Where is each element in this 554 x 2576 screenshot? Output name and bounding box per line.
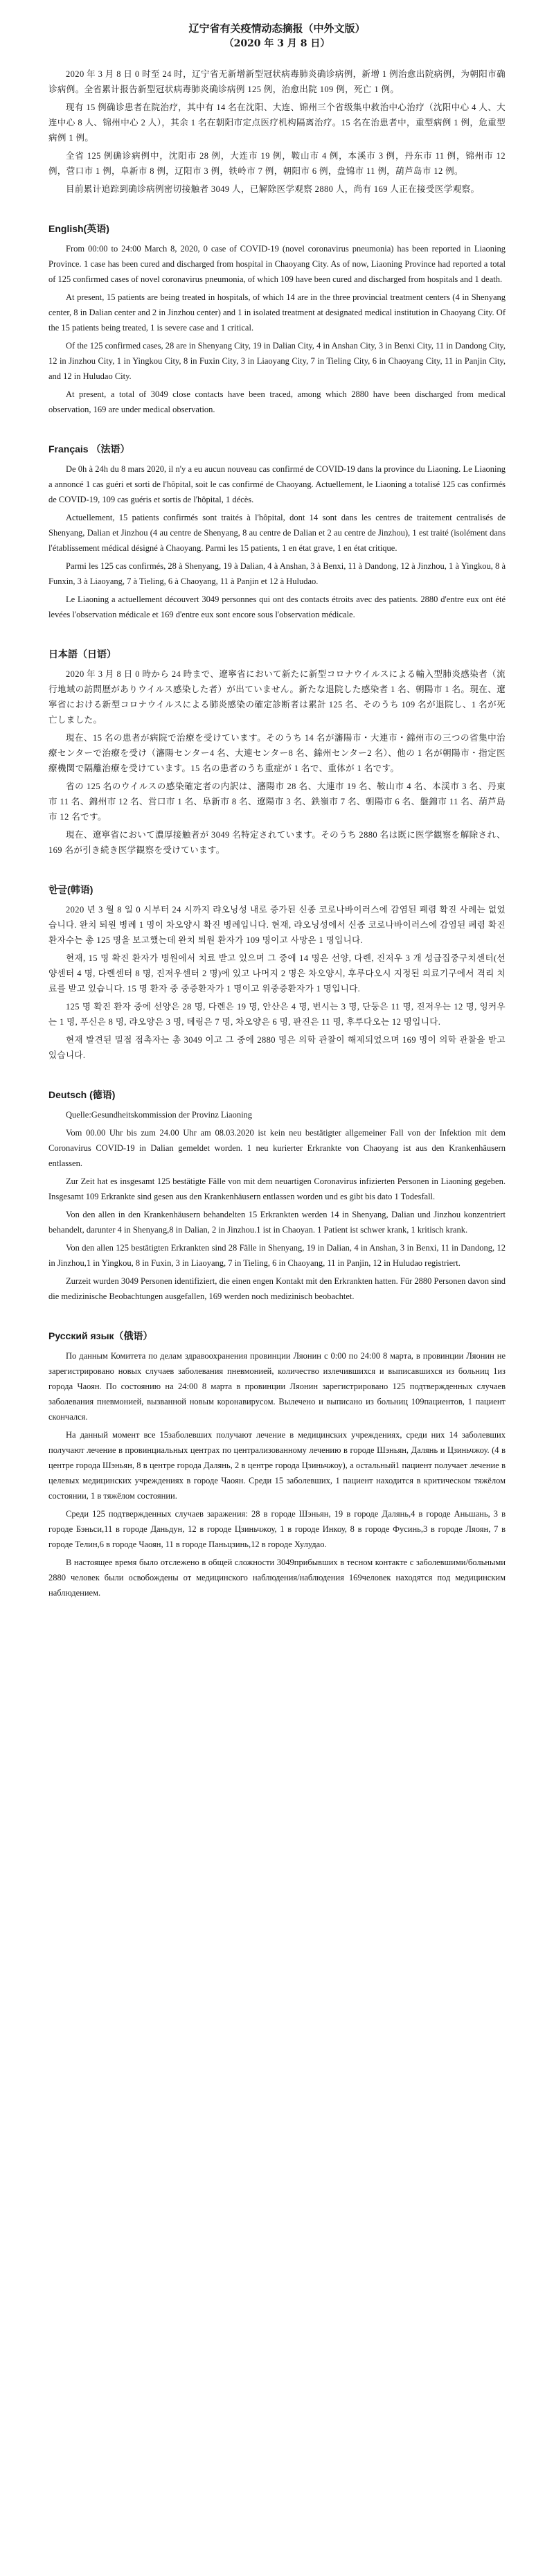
section-fr [48, 441, 506, 622]
paragraph-de-5: Von den allen 125 bestätigten Erkrankten sind 28 Fälle in Shenyang, 19 in Dalian, 4 in Anshan, 3 in Benxi, 11 in Dandong, 12 in Jinzhou,1 in Yingkou, 8 in Fuxin, 3 in Liaoyang, 7 in Tieling, 6 in Chaoyang, 11 in Panjin, 12 in Huludao registriert. [48, 1243, 506, 1268]
paragraph-ko-4: 현재 발견된 밀접 접촉자는 총 3049 이고 그 중에 2880 명은 의학 관찰이 해제되었으며 169 명이 의학 관찰을 받고 있습니다. [48, 1035, 506, 1060]
paragraph-de-6: Zurzeit wurden 3049 Personen identifiziert, die einen engen Kontakt mit den Erkrankten hatten. Für 2880 Personen davon sind die medizinische Beobachtungen ausgefallen, 169 werden noch medizinisch beobachtet. [48, 1276, 506, 1301]
section-heading-fr: Français （法语） [48, 443, 130, 455]
section-ru [48, 1327, 506, 1600]
report-sections [48, 67, 506, 1600]
paragraph-en-2: At present, 15 patients are being treated in hospitals, of which 14 are in the three provincial treatment centers (4 in Shenyang center, 8 in Dalian center and 2 in Jinzhou center) and 1 in isolated treatment at designated medical institution in Chaoyang City. Of the 15 patients being treated, 1 is severe case and 1 critical. [48, 292, 506, 333]
section-heading-de: Deutsch (德语) [48, 1089, 116, 1100]
paragraph-zh-2: 现有 15 例确诊患者在院治疗，其中有 14 名在沈阳、大连、锦州三个省级集中救治中心治疗（沈阳中心 4 人、大连中心 8 人、锦州中心 2 人），其余 1 名在朝阳市定点医疗机构隔离治疗。15 名在治患者中，重型病例 1 例，危重型病例 1 例。 [48, 103, 506, 143]
paragraph-zh-4: 目前累计追踪到确诊病例密切接触者 3049 人，已解除医学观察 2880 人，尚有 169 人正在接受医学观察。 [66, 184, 480, 194]
paragraph-ja-3: 省の 125 名のウイルスの感染確定者の内訳は、瀋陽市 28 名、大連市 19 名、鞍山市 4 名、本渓市 3 名、丹東市 11 名、錦州市 12 名、営口市 1 名、阜新市 8 名、遼陽市 3 名、鉄嶺市 7 名、朝陽市 6 名、盤錦市 11 名、葫芦島市 12 名です。 [48, 782, 506, 822]
section-en [48, 220, 506, 417]
paragraph-en-1: From 00:00 to 24:00 March 8, 2020, 0 case of COVID-19 (novel coronavirus pneumonia) has been reported in Liaoning Province. 1 case has been cured and discharged from hospital in Chaoyang City. As of now, Liaoning Province had reported a total of 125 confirmed cases of novel coronavirus pneumonia, of which 109 have been cured and discharged from hospitals and 1 death. [48, 244, 506, 284]
section-zh [48, 67, 506, 197]
paragraph-ru-1: По данным Комитета по делам здравоохранения провинции Ляонин с 0:00 по 24:00 8 марта, в провинции Ляонин не зарегистрировано новых случаев заболевания пневмонией, количество излечившихся и выписавшихся из больниц 1из города Чаоян. По состоянию на 24:00 8 марта в провинции Ляонин зарегистрировано 125 подтвержденных случаев заболевания пневмонией, вызванной новым коронавирусом. Вылечено и выписано из больниц 109пациентов, 1 пациент скончался. [48, 1351, 506, 1422]
paragraph-ko-2: 현재, 15 명 확진 환자가 병원에서 치료 받고 있으며 그 중에 14 명은 선양, 다롄, 진저우 3 개 성급집중구치센터(선양센터 4 명, 다롄센터 8 명, 진저우센터 2 명)에 있고 나머지 2 명은 차오양시, 후루다오시 지정된 의료기구에서 격리 치료를 받고 있습니다. 15 명 환자 중 중증환자가 1 명이고 위중증환자가 1 명입니다. [48, 953, 506, 994]
paragraph-de-3: Zur Zeit hat es insgesamt 125 bestätigte Fälle von mit dem neuartigen Coronavirus infizierten Personen in Liaoning gegeben. Insgesamt 109 Erkrankte sind gesen aus den Krankenhäusern entlassen worden und es gibt bis dato 1 Todesfall. [48, 1176, 506, 1201]
paragraph-ja-1: 2020 年 3 月 8 日 0 時から 24 時まで、遼寧省において新たに新型コロナウイルスによる輸入型肺炎感染者（流行地域の訪問歴がありウイルス感染した者）が出ていません。新たな退院した感染者 1 名、朝陽市 1 名。現在、遼寧省における新型コロナウイルスによる肺炎感染の確定診断者は累計 125 名、そのうち 109 名が退院し、1 名が死亡しました。 [48, 669, 506, 725]
paragraph-zh-1: 2020 年 3 月 8 日 0 时至 24 时，辽宁省无新增新型冠状病毒肺炎确诊病例，新增 1 例治愈出院病例，为朝阳市确诊病例。全省累计报告新型冠状病毒肺炎确诊病例 125 例，治愈出院 109 例，死亡 1 例。 [48, 69, 506, 94]
paragraph-ko-1: 2020 년 3 월 8 일 0 시부터 24 시까지 랴오닝성 내로 증가된 신종 코로나바이러스에 감염된 폐렴 확진 사례는 없었습니다. 완치 퇴원 병례 1 명이 차오양시 확진 병례입니다. 현재, 랴오닝성에서 신종 코로나바이러스에 감염된 폐렴 확진 환자수는 총 125 명을 보고했는데 완치 퇴원 환자가 109 명이고 사망은 1 명입니다. [48, 905, 506, 945]
paragraph-ru-3: Среди 125 подтвержденных случаев заражения: 28 в городе Шэньян, 19 в городе Далянь,4 в городе Аньшань, 3 в городе Бэньси,11 в городе Даньдун, 12 в городе Цзиньчжоу, 1 в городе Инкоу, 8 в городе Фусинь,3 в городе Ляоян, 7 в городе Телин,6 в городе Чаоян, 11 в городе Паньцзинь,12 в городе Хулудао. [48, 1509, 506, 1549]
paragraph-fr-1: De 0h à 24h du 8 mars 2020, il n'y a eu aucun nouveau cas confirmé de COVID-19 dans la province du Liaoning. Le Liaoning a annoncé 1 cas guéri et sorti de l'hôpital, soit le cas confirmé de Chaoyang. Actuellement, le Liaoning a totalisé 125 cas confirmés de COVID-19, 109 cas guéris et sortis de l'hôpital, 1 décès. [48, 464, 506, 504]
report-date: （2020 年 3 月 8 日） [224, 38, 330, 49]
paragraph-ru-2: На данный момент все 15заболевших получают лечение в медицинских учреждениях, среди них 14 заболевших получают лечение в провинциальных центрах по централизованному лечению в городе Шэньян, Далянь и Цзиньчжоу. (4 в центре города Шэньян, 8 в центре города Далянь, 2 в центре города Цзиньчжоу), а остальный1 пациент получает лечение в целевых медицинских учреждениях в городе Чаоян. Среди 15 заболевших, 1 пациент находится в критическом тяжёлом состоянии, 1 в тяжёлом состоянии. [48, 1430, 506, 1501]
paragraph-fr-2: Actuellement, 15 patients confirmés sont traités à l'hôpital, dont 14 sont dans les centres de traitement centralisés de Shenyang, Dalian et Jinzhou (4 au centre de Shenyang, 8 au centre de Dalian et 2 au centre de Jinzhou), 1 est traité (isolément dans l'établissement médical désigné à Chaoyang. Parmi les 15 patients, 1 en état grave, 1 en état critique. [48, 513, 506, 553]
paragraph-zh-3: 全省 125 例确诊病例中，沈阳市 28 例，大连市 19 例，鞍山市 4 例，本溪市 3 例，丹东市 11 例，锦州市 12 例，营口市 1 例，阜新市 8 例，辽阳市 3 例，铁岭市 7 例，朝阳市 6 例，盘锦市 11 例，葫芦岛市 12 例。 [48, 151, 506, 176]
section-ja [48, 646, 506, 858]
paragraph-ru-4: В настоящее время было отслежено в общей сложности 3049прибывших в тесном контакте с заболевшими/больными 2880 человек были освобождены от медицинского наблюдения/наблюдения 169человек находятся под медицинским наблюдением. [48, 1558, 506, 1598]
section-ko [48, 881, 506, 1063]
section-heading-ko: 한글(韩语) [48, 884, 93, 895]
section-heading-en: English(英语) [48, 223, 109, 234]
paragraph-ko-3: 125 명 확진 환자 중에 선양은 28 명, 다롄은 19 명, 안산은 4 명, 번시는 3 명, 단둥은 11 명, 진저우는 12 명, 잉커우는 1 명, 푸신은 8 명, 랴오양은 3 명, 톄링은 7 명, 차오양은 6 명, 판진은 11 명, 후루다오는 12 명입니다. [48, 1002, 506, 1027]
paragraph-de-2: Vom 00.00 Uhr bis zum 24.00 Uhr am 08.03.2020 ist kein neu bestätigter allgemeiner Fall von der Infektion mit dem Coronavirus COVID-19 in Dalian gemeldet worden. 1 neu kurierter Erkrankte von Chaoyang ist aus den Krankenhäusern entlassen. [48, 1128, 506, 1168]
paragraph-de-4: Von den allen in den Krankenhäusern behandelten 15 Erkrankten werden 14 in Shenyang, Dalian und Jinzhou konzentriert behandelt, darunter 4 in Shenyang,8 in Dalian, 2 in Jinzhou.1 ist in Chaoyan. 1 Patient ist schwer krank, 1 kritisch krank. [48, 1210, 506, 1235]
paragraph-de-1: Quelle:Gesundheitskommission der Provinz Liaoning [66, 1110, 253, 1120]
report-document [48, 0, 506, 1600]
paragraph-en-4: At present, a total of 3049 close contacts have been traced, among which 2880 have been discharged from medical observation, 169 are under medical observation. [48, 389, 506, 414]
paragraph-en-3: Of the 125 confirmed cases, 28 are in Shenyang City, 19 in Dalian City, 4 in Anshan City, 3 in Benxi City, 11 in Dandong City, 12 in Jinzhou City, 1 in Yingkou City, 8 in Fuxin City, 3 in Liaoyang City, 7 in Tieling City, 6 in Chaoyang City, 11 in Panjin City, and 12 in Huludao City. [48, 341, 506, 381]
paragraph-ja-2: 現在、15 名の患者が病院で治療を受けています。そのうち 14 名が瀋陽市・大連市・錦州市の三つの省集中治療センターで治療を受け（瀋陽センター4 名、大連センター8 名、錦州センター2 名）、他の 1 名が朝陽市・指定医療機関で隔離治療を受けています。15 名の患者のうち重症が 1 名で、重体が 1 名です。 [48, 733, 506, 773]
section-heading-ja: 日本語（日语） [48, 649, 116, 660]
paragraph-ja-4: 現在、遼寧省において濃厚接触者が 3049 名特定されています。そのうち 2880 名は既に医学観察を解除され、169 名が引き続き医学観察を受けています。 [48, 830, 506, 855]
paragraph-fr-4: Le Liaoning a actuellement découvert 3049 personnes qui ont des contacts étroits avec des patients. 2880 d'entre eux ont été levées l'observation médicale et 169 d'entre eux sont encore sous l'observation médicale. [48, 594, 506, 619]
section-de [48, 1086, 506, 1304]
report-title: 辽宁省有关疫情动态摘报（中外文版） [188, 22, 366, 35]
paragraph-fr-3: Parmi les 125 cas confirmés, 28 à Shenyang, 19 à Dalian, 4 à Anshan, 3 à Benxi, 11 à Dandong, 12 à Jinzhou, 1 à Yingkou, 8 à Funxin, 3 à Liaoyang, 7 à Tieling, 6 à Chaoyang, 11 à Panjin et 12 à Huludao. [48, 561, 506, 586]
section-heading-ru: Русский язык（俄语） [48, 1330, 153, 1341]
